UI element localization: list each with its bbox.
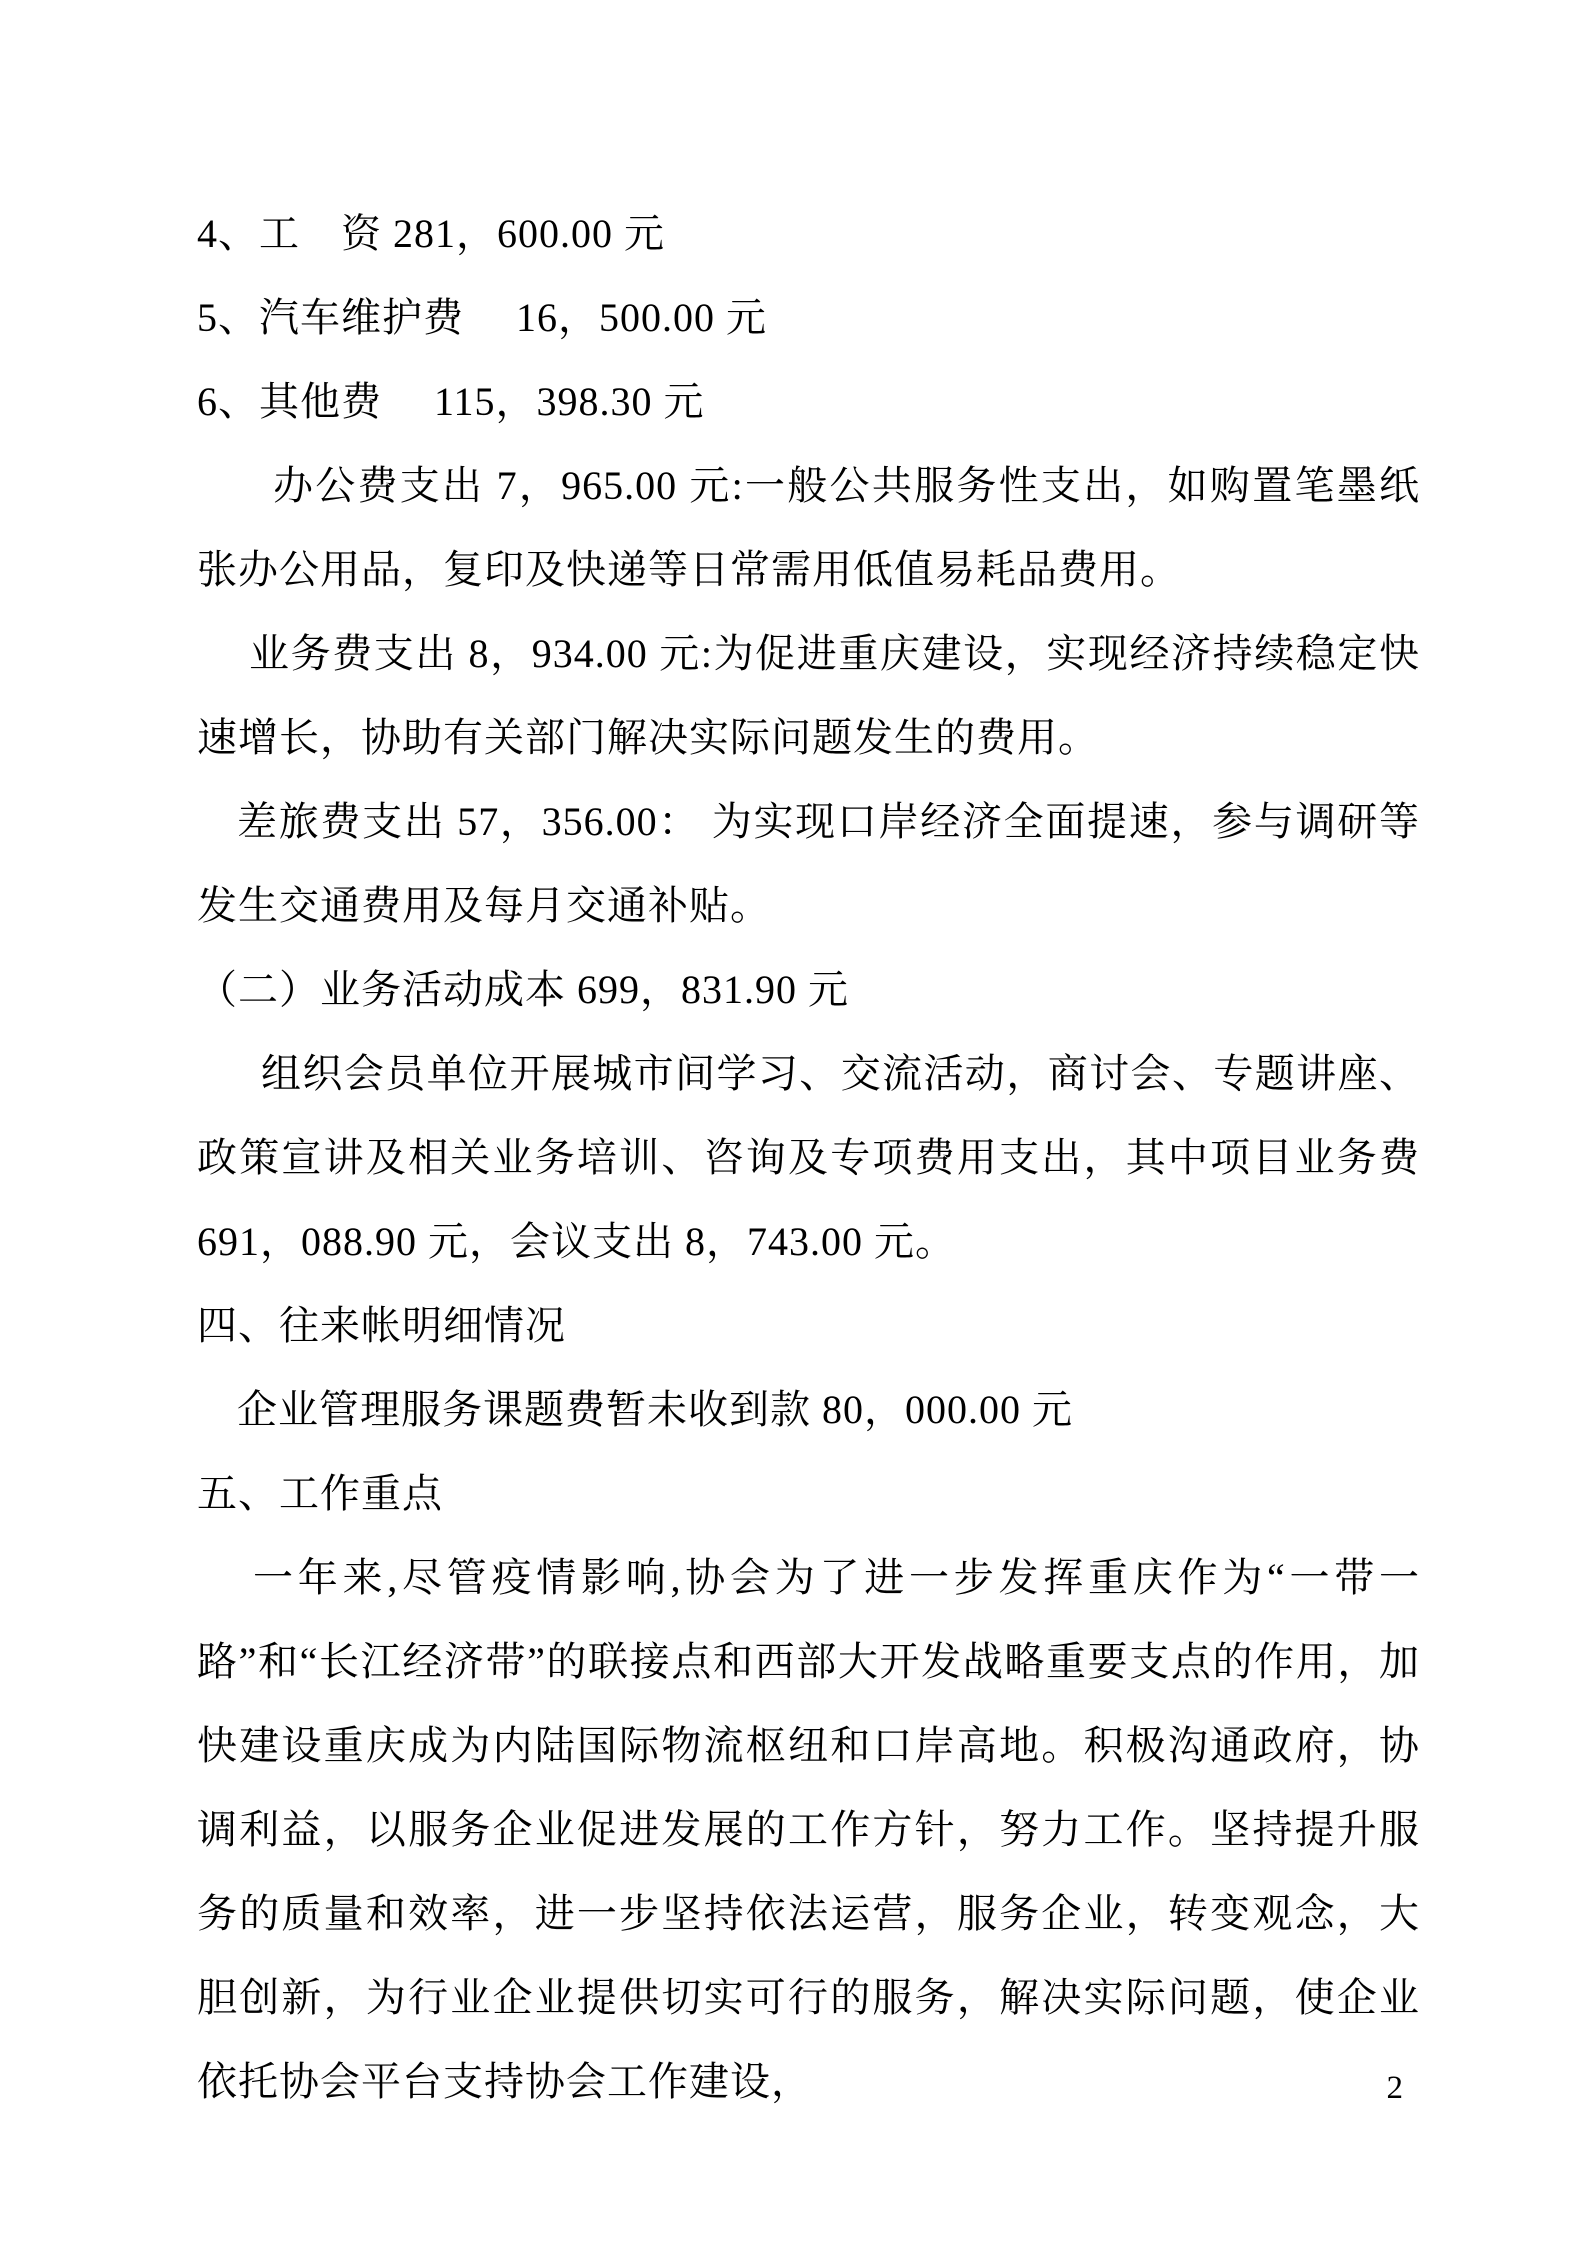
- paragraph-work-summary: 一年来,尽管疫情影响,协会为了进一步发挥重庆作为“一带一路”和“长江经济带”的联接点和西部大开发战略重要支点的作用，加快建设重庆成为内陆国际物流枢纽和口岸高地。积极沟通政府，协调利益，以服务企业促进发展的工作方针，努力工作。坚持提升服务的质量和效率，进一步坚持依法运营，服务企业，转变观念，大胆创新，为行业企业提供切实可行的服务，解决实际问题，使企业依托协会平台支持协会工作建设，: [197, 1555, 1420, 2104]
- paragraph-member-activities: 组织会员单位开展城市间学习、交流活动，商讨会、专题讲座、政策宣讲及相关业务培训、咨询及专项费用支出，其中项目业务费 691，088.90 元，会议支出 8，743.00 元。: [197, 1051, 1420, 1264]
- expense-item-car-maintenance: 5、汽车维护费 16，500.00 元: [197, 295, 767, 340]
- section-heading-accounts-detail: 四、往来帐明细情况: [197, 1303, 566, 1348]
- section-heading-work-focus: 五、工作重点: [197, 1471, 443, 1516]
- expense-item-wages: 4、工 资 281，600.00 元: [197, 211, 665, 256]
- paragraph-travel-expense: 差旅费支出 57，356.00： 为实现口岸经济全面提速，参与调研等发生交通费用及每月交通补贴。: [197, 799, 1420, 928]
- paragraph-office-expense: 办公费支出 7，965.00 元:一般公共服务性支出，如购置笔墨纸张办公用品，复印及快递等日常需用低值易耗品费用。: [197, 463, 1420, 592]
- paragraph-unreceived-payment: 企业管理服务课题费暂未收到款 80，000.00 元: [237, 1387, 1073, 1432]
- expense-item-other: 6、其他费 115，398.30 元: [197, 379, 705, 424]
- heading-activity-cost: （二）业务活动成本 699，831.90 元: [197, 967, 849, 1012]
- page-number: 2: [1386, 2070, 1403, 2106]
- paragraph-business-expense: 业务费支出 8，934.00 元:为促进重庆建设，实现经济持续稳定快速增长，协助有关部门解决实际问题发生的费用。: [197, 631, 1420, 760]
